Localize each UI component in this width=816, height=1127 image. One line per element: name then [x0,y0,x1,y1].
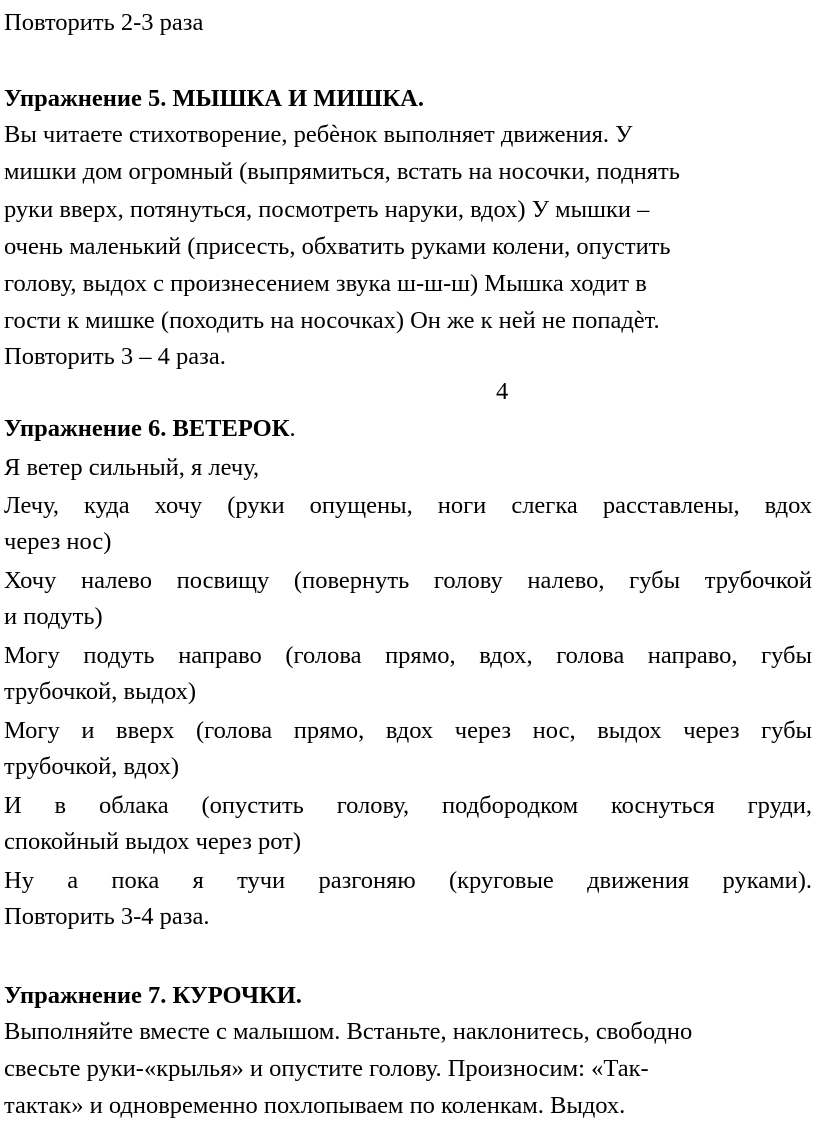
exercise-6-text-line: трубочкой, вдох) [4,753,180,780]
exercise-5-text-line: Повторить 3 – 4 раза. [4,343,226,370]
exercise-6-text-line: трубочкой, выдох) [4,678,197,705]
exercise-6-text-line: Хочу налево посвищу (повернуть голову налево, губы трубочкой [4,567,812,594]
exercise-5-text-line: мишки дом огромный (выпрямиться, встать на носочки, поднять [4,158,680,185]
exercise-5-text-line: Вы читаете стихотворение, ребѐнок выполняет движения. У [4,121,633,148]
exercise-5-text-line: руки вверх, потянуться, посмотреть наруки, вдох) У мышки – [4,196,650,223]
exercise-5-text-line: голову, выдох с произнесением звука ш-ш-ш) Мышка ходит в [4,270,647,297]
page-number: 4 [496,378,509,405]
exercise-6-text-line: Повторить 3-4 раза. [4,903,210,930]
exercise-6-text-line: через нос) [4,528,112,555]
exercise-7-text-line: Выполняйте вместе с малышом. Встаньте, наклонитесь, свободно [4,1018,693,1045]
exercise-6-text-line: и подуть) [4,603,103,630]
exercise-6-text-line: спокойный выдох через рот) [4,828,302,855]
exercise-6-text-line: Ну а пока я тучи разгоняю (круговые движения руками). [4,867,812,894]
exercise-6-text-line: И в облака (опустить голову, подбородком коснуться груди, [4,792,812,819]
exercise-6-heading: Упражнение 6. ВЕТЕРОК [4,415,290,442]
exercise-6-text-line: Могу и вверх (голова прямо, вдох через нос, выдох через губы [4,717,812,744]
exercise-7-text-line: свесьте руки-«крылья» и опустите голову. Произносим: «Так- [4,1055,649,1082]
exercise-6-text-line: Лечу, куда хочу (руки опущены, ноги слегка расставлены, вдох [4,492,812,519]
exercise-5-text-line: очень маленький (присесть, обхватить руками колени, опустить [4,233,671,260]
exercise-5-heading: Упражнение 5. МЫШКА И МИШКА. [4,85,424,112]
exercise-6-text-line: Могу подуть направо (голова прямо, вдох, голова направо, губы [4,642,812,669]
exercise-6-heading-line [4,414,296,444]
exercise-6-text-line: Я ветер сильный, я лечу, [4,454,260,481]
exercise-7-text-line: тактак» и одновременно похлопываем по коленкам. Выдох. [4,1092,626,1119]
exercise-6-heading-suffix: . [289,415,296,442]
repeat-note: Повторить 2-3 раза [4,9,204,36]
exercise-5-text-line: гости к мишке (походить на носочках) Он же к ней не попадѐт. [4,307,660,334]
exercise-7-heading: Упражнение 7. КУРОЧКИ. [4,982,302,1009]
